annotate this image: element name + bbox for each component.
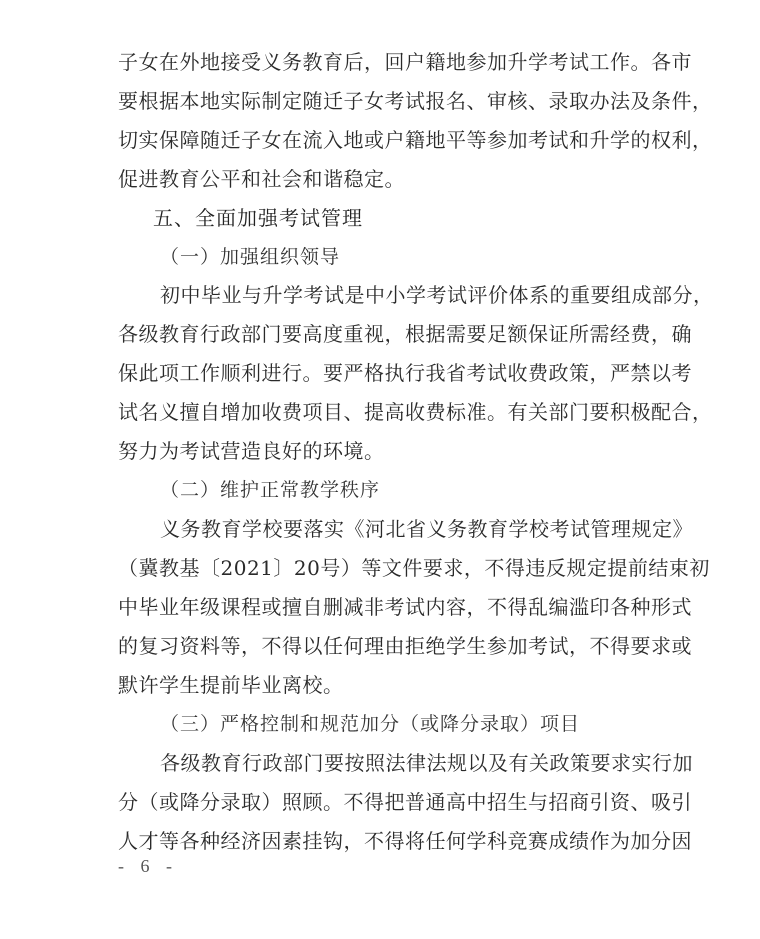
paragraph-line: （冀教基〔2021〕20号）等文件要求，不得违反规定提前结束初 <box>118 556 710 580</box>
paragraph-line: 初中毕业与升学考试是中小学考试评价体系的重要组成部分， <box>160 283 714 307</box>
paragraph-line: 义务教育学校要落实《河北省义务教育学校考试管理规定》 <box>160 517 693 541</box>
paragraph-line: 努力为考试营造良好的环境。 <box>118 439 385 463</box>
paragraph-line: 各级教育行政部门要按照法律法规以及有关政策要求实行加 <box>160 751 693 775</box>
paragraph-line: 中毕业年级课程或擅自删减非考试内容，不得乱编滥印各种形式 <box>118 595 692 619</box>
paragraph-line: 人才等各种经济因素挂钩，不得将任何学科竞赛成绩作为加分因 <box>118 829 692 853</box>
paragraph-line: 保此项工作顺利进行。要严格执行我省考试收费政策，严禁以考 <box>118 361 692 385</box>
paragraph-line: 切实保障随迁子女在流入地或户籍地平等参加考试和升学的权利， <box>118 128 713 152</box>
paragraph-line: 促进教育公平和社会和谐稳定。 <box>118 167 405 191</box>
subsection-heading: （三）严格控制和规范加分（或降分录取）项目 <box>160 713 581 735</box>
section-heading: 五、全面加强考试管理 <box>153 206 363 230</box>
paragraph-line: 分（或降分录取）照顾。不得把普通高中招生与招商引资、吸引 <box>118 790 692 814</box>
paragraph-line: 的复习资料等，不得以任何理由拒绝学生参加考试，不得要求或 <box>118 634 692 658</box>
subsection-heading: （一）加强组织领导 <box>160 246 341 268</box>
paragraph-line: 要根据本地实际制定随迁子女考试报名、审核、录取办法及条件， <box>118 89 713 113</box>
paragraph-line: 各级教育行政部门要高度重视，根据需要足额保证所需经费，确 <box>118 322 692 346</box>
paragraph-line: 默许学生提前毕业离校。 <box>118 673 344 697</box>
paragraph-line: 子女在外地接受义务教育后，回户籍地参加升学考试工作。各市 <box>118 50 692 74</box>
subsection-heading: （二）维护正常教学秩序 <box>160 479 381 501</box>
paragraph-line: 试名义擅自增加收费项目、提高收费标准。有关部门要积极配合， <box>118 400 713 424</box>
page-number: - 6 - <box>118 856 178 876</box>
